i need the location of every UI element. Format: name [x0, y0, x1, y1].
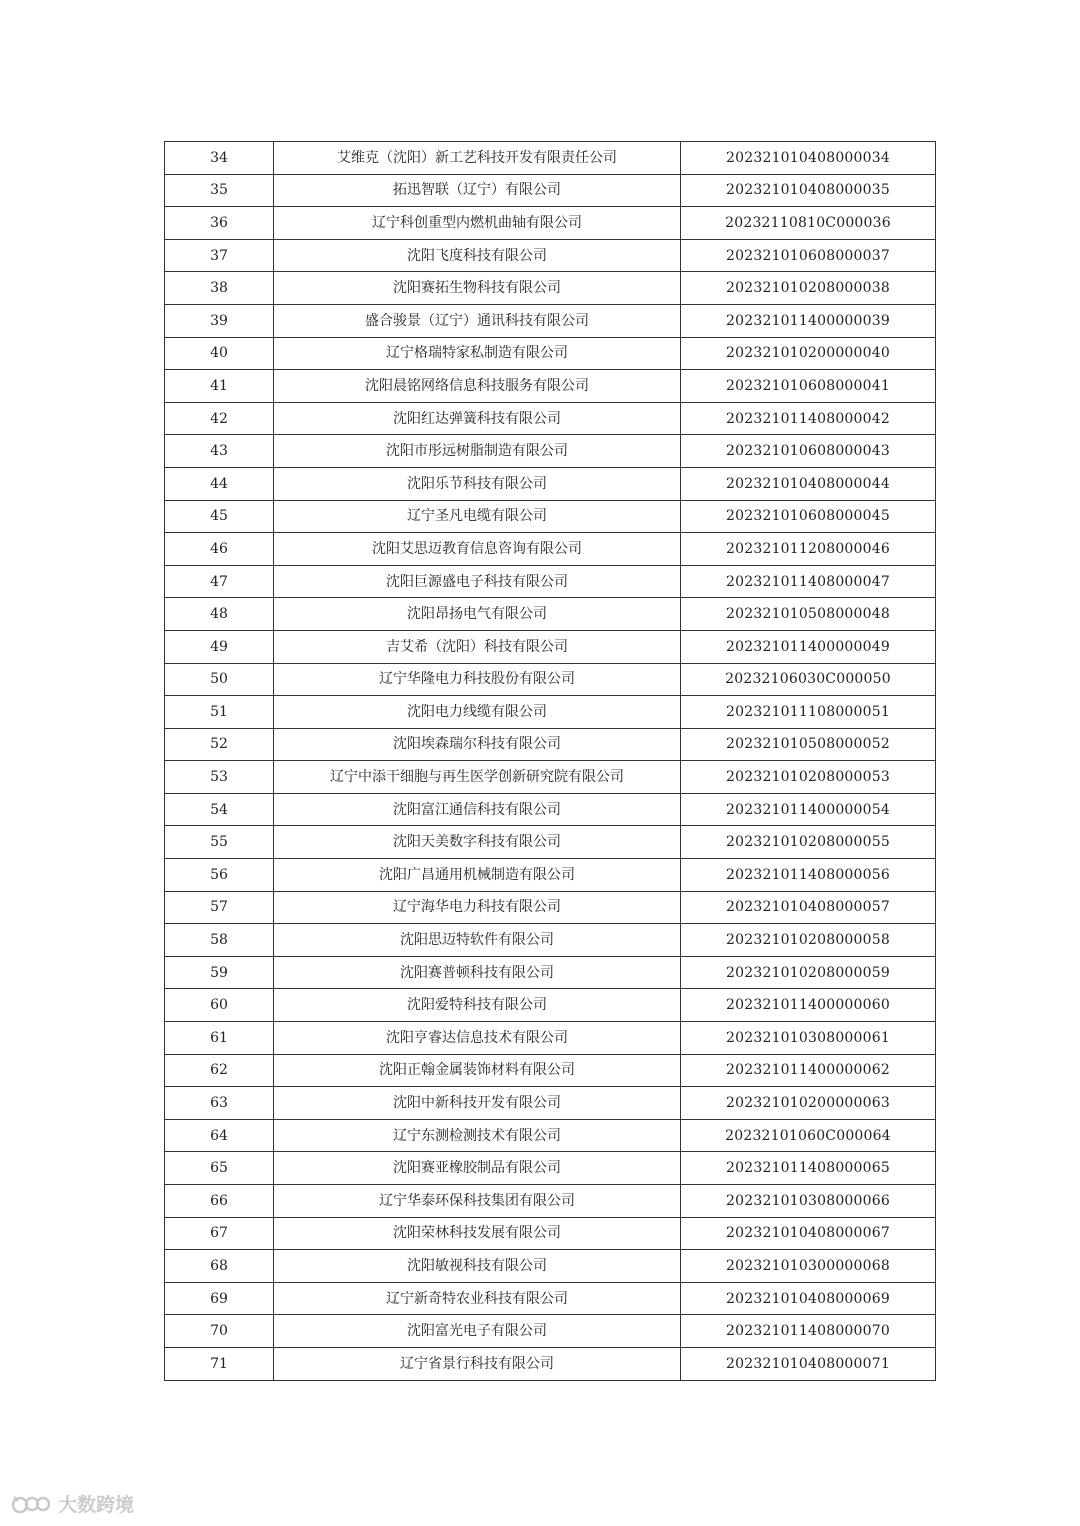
- watermark-text: 大数跨境: [58, 1494, 135, 1516]
- registration-code: 202321011400000060: [681, 989, 936, 1022]
- company-name: 沈阳赛亚橡胶制品有限公司: [274, 1152, 681, 1185]
- row-number: 54: [165, 793, 274, 826]
- company-name: 辽宁华泰环保科技集团有限公司: [274, 1185, 681, 1218]
- row-number: 67: [165, 1217, 274, 1250]
- table-row: [165, 402, 936, 435]
- table-row: [165, 891, 936, 924]
- row-number: 68: [165, 1250, 274, 1283]
- row-number: 58: [165, 924, 274, 957]
- row-number: 56: [165, 859, 274, 892]
- row-number: 52: [165, 728, 274, 761]
- table-row: [165, 761, 936, 794]
- registration-code: 202321010408000044: [681, 467, 936, 500]
- row-number: 42: [165, 402, 274, 435]
- registration-code: 202321011208000046: [681, 533, 936, 566]
- row-number: 44: [165, 467, 274, 500]
- row-number: 45: [165, 500, 274, 533]
- registration-code: 202321010508000052: [681, 728, 936, 761]
- company-name: 沈阳红达弹簧科技有限公司: [274, 402, 681, 435]
- company-name: 沈阳广昌通用机械制造有限公司: [274, 859, 681, 892]
- company-name: 沈阳电力线缆有限公司: [274, 696, 681, 729]
- company-name: 沈阳赛拓生物科技有限公司: [274, 272, 681, 305]
- row-number: 41: [165, 370, 274, 403]
- table-row: [165, 565, 936, 598]
- table-row: [165, 239, 936, 272]
- registration-code: 202321011408000042: [681, 402, 936, 435]
- table-row: [165, 142, 936, 175]
- company-name: 沈阳富光电子有限公司: [274, 1315, 681, 1348]
- row-number: 53: [165, 761, 274, 794]
- table-row: [165, 826, 936, 859]
- company-name: 辽宁新奇特农业科技有限公司: [274, 1282, 681, 1315]
- company-name: 辽宁格瑞特家私制造有限公司: [274, 337, 681, 370]
- row-number: 46: [165, 533, 274, 566]
- row-number: 61: [165, 1022, 274, 1055]
- registration-code: 202321010200000040: [681, 337, 936, 370]
- table-row: [165, 1022, 936, 1055]
- row-number: 36: [165, 207, 274, 240]
- table-row: [165, 859, 936, 892]
- row-number: 48: [165, 598, 274, 631]
- row-number: 50: [165, 663, 274, 696]
- company-name: 艾维克（沈阳）新工艺科技开发有限责任公司: [274, 142, 681, 175]
- table-row: [165, 370, 936, 403]
- row-number: 40: [165, 337, 274, 370]
- row-number: 69: [165, 1282, 274, 1315]
- registration-code: 202321010308000061: [681, 1022, 936, 1055]
- company-name: 沈阳思迈特软件有限公司: [274, 924, 681, 957]
- row-number: 43: [165, 435, 274, 468]
- registration-code: 202321010408000035: [681, 174, 936, 207]
- row-number: 62: [165, 1054, 274, 1087]
- registration-code: 202321010208000058: [681, 924, 936, 957]
- company-name: 辽宁海华电力科技有限公司: [274, 891, 681, 924]
- company-name: 沈阳埃森瑞尔科技有限公司: [274, 728, 681, 761]
- registration-code: 202321011408000056: [681, 859, 936, 892]
- row-number: 63: [165, 1087, 274, 1120]
- registration-code: 202321011400000039: [681, 304, 936, 337]
- registration-code: 202321010208000053: [681, 761, 936, 794]
- table-row: [165, 435, 936, 468]
- registration-code: 202321010608000041: [681, 370, 936, 403]
- company-name: 沈阳天美数字科技有限公司: [274, 826, 681, 859]
- company-name: 沈阳敏视科技有限公司: [274, 1250, 681, 1283]
- registration-code: 202321010608000037: [681, 239, 936, 272]
- registration-code: 202321010408000034: [681, 142, 936, 175]
- table-row: [165, 696, 936, 729]
- company-name: 沈阳亨睿达信息技术有限公司: [274, 1022, 681, 1055]
- registration-code: 202321011408000070: [681, 1315, 936, 1348]
- company-list-table: [164, 141, 936, 1381]
- table-row: [165, 207, 936, 240]
- table-row: [165, 1347, 936, 1380]
- row-number: 51: [165, 696, 274, 729]
- table-row: [165, 272, 936, 305]
- company-name: 辽宁省景行科技有限公司: [274, 1347, 681, 1380]
- registration-code: 202321011400000054: [681, 793, 936, 826]
- table-row: [165, 793, 936, 826]
- registration-code: 202321010208000055: [681, 826, 936, 859]
- table-row: [165, 989, 936, 1022]
- registration-code: 202321011400000062: [681, 1054, 936, 1087]
- company-name: 沈阳乐节科技有限公司: [274, 467, 681, 500]
- registration-code: 202321010608000043: [681, 435, 936, 468]
- registration-code: 202321010208000038: [681, 272, 936, 305]
- registration-code: 202321010208000059: [681, 956, 936, 989]
- company-name: 沈阳昂扬电气有限公司: [274, 598, 681, 631]
- registration-code: 202321011408000065: [681, 1152, 936, 1185]
- company-name: 沈阳市彤远树脂制造有限公司: [274, 435, 681, 468]
- registration-code: 202321011400000049: [681, 630, 936, 663]
- company-name: 辽宁东测检测技术有限公司: [274, 1119, 681, 1152]
- table-row: [165, 956, 936, 989]
- table-row: [165, 598, 936, 631]
- row-number: 38: [165, 272, 274, 305]
- table-row: [165, 337, 936, 370]
- table-row: [165, 630, 936, 663]
- table-row: [165, 174, 936, 207]
- company-name: 辽宁科创重型内燃机曲轴有限公司: [274, 207, 681, 240]
- row-number: 65: [165, 1152, 274, 1185]
- registration-code: 202321010200000063: [681, 1087, 936, 1120]
- row-number: 60: [165, 989, 274, 1022]
- registration-code: 20232106030C000050: [681, 663, 936, 696]
- registration-code: 20232101060C000064: [681, 1119, 936, 1152]
- registration-code: 202321010408000067: [681, 1217, 936, 1250]
- registration-code: 202321010408000069: [681, 1282, 936, 1315]
- company-name: 沈阳艾思迈教育信息咨询有限公司: [274, 533, 681, 566]
- row-number: 57: [165, 891, 274, 924]
- registration-code: 202321010408000071: [681, 1347, 936, 1380]
- table-row: [165, 1315, 936, 1348]
- row-number: 66: [165, 1185, 274, 1218]
- registration-code: 202321010508000048: [681, 598, 936, 631]
- company-name: 沈阳富江通信科技有限公司: [274, 793, 681, 826]
- row-number: 35: [165, 174, 274, 207]
- company-name: 盛合骏景（辽宁）通讯科技有限公司: [274, 304, 681, 337]
- table-row: [165, 500, 936, 533]
- company-name: 沈阳中新科技开发有限公司: [274, 1087, 681, 1120]
- watermark: [10, 1490, 134, 1517]
- company-name: 沈阳赛普顿科技有限公司: [274, 956, 681, 989]
- registration-code: 202321010408000057: [681, 891, 936, 924]
- row-number: 55: [165, 826, 274, 859]
- registration-code: 202321011108000051: [681, 696, 936, 729]
- registration-code: 202321011408000047: [681, 565, 936, 598]
- row-number: 70: [165, 1315, 274, 1348]
- company-name: 沈阳正翰金属装饰材料有限公司: [274, 1054, 681, 1087]
- row-number: 59: [165, 956, 274, 989]
- watermark-logo-icon: [10, 1493, 54, 1515]
- table-row: [165, 663, 936, 696]
- company-name: 沈阳荣林科技发展有限公司: [274, 1217, 681, 1250]
- company-name: 沈阳飞度科技有限公司: [274, 239, 681, 272]
- table-row: [165, 1217, 936, 1250]
- company-name: 拓迅智联（辽宁）有限公司: [274, 174, 681, 207]
- company-name: 沈阳晨铭网络信息科技服务有限公司: [274, 370, 681, 403]
- row-number: 49: [165, 630, 274, 663]
- table-row: [165, 1087, 936, 1120]
- row-number: 34: [165, 142, 274, 175]
- table-row: [165, 533, 936, 566]
- table-row: [165, 467, 936, 500]
- registration-code: 202321010608000045: [681, 500, 936, 533]
- table-row: [165, 924, 936, 957]
- table-row: [165, 728, 936, 761]
- registration-code: 202321010300000068: [681, 1250, 936, 1283]
- company-name: 辽宁华隆电力科技股份有限公司: [274, 663, 681, 696]
- table-row: [165, 1054, 936, 1087]
- company-name: 沈阳爱特科技有限公司: [274, 989, 681, 1022]
- table-row: [165, 1152, 936, 1185]
- table-row: [165, 1185, 936, 1218]
- row-number: 47: [165, 565, 274, 598]
- company-name: 辽宁圣凡电缆有限公司: [274, 500, 681, 533]
- row-number: 71: [165, 1347, 274, 1380]
- table-row: [165, 304, 936, 337]
- row-number: 39: [165, 304, 274, 337]
- company-name: 沈阳巨源盛电子科技有限公司: [274, 565, 681, 598]
- company-name: 吉艾希（沈阳）科技有限公司: [274, 630, 681, 663]
- company-name: 辽宁中添干细胞与再生医学创新研究院有限公司: [274, 761, 681, 794]
- table-row: [165, 1119, 936, 1152]
- registration-code: 20232110810C000036: [681, 207, 936, 240]
- registration-code: 202321010308000066: [681, 1185, 936, 1218]
- row-number: 64: [165, 1119, 274, 1152]
- row-number: 37: [165, 239, 274, 272]
- table-body: [165, 142, 936, 1381]
- table-row: [165, 1282, 936, 1315]
- table-row: [165, 1250, 936, 1283]
